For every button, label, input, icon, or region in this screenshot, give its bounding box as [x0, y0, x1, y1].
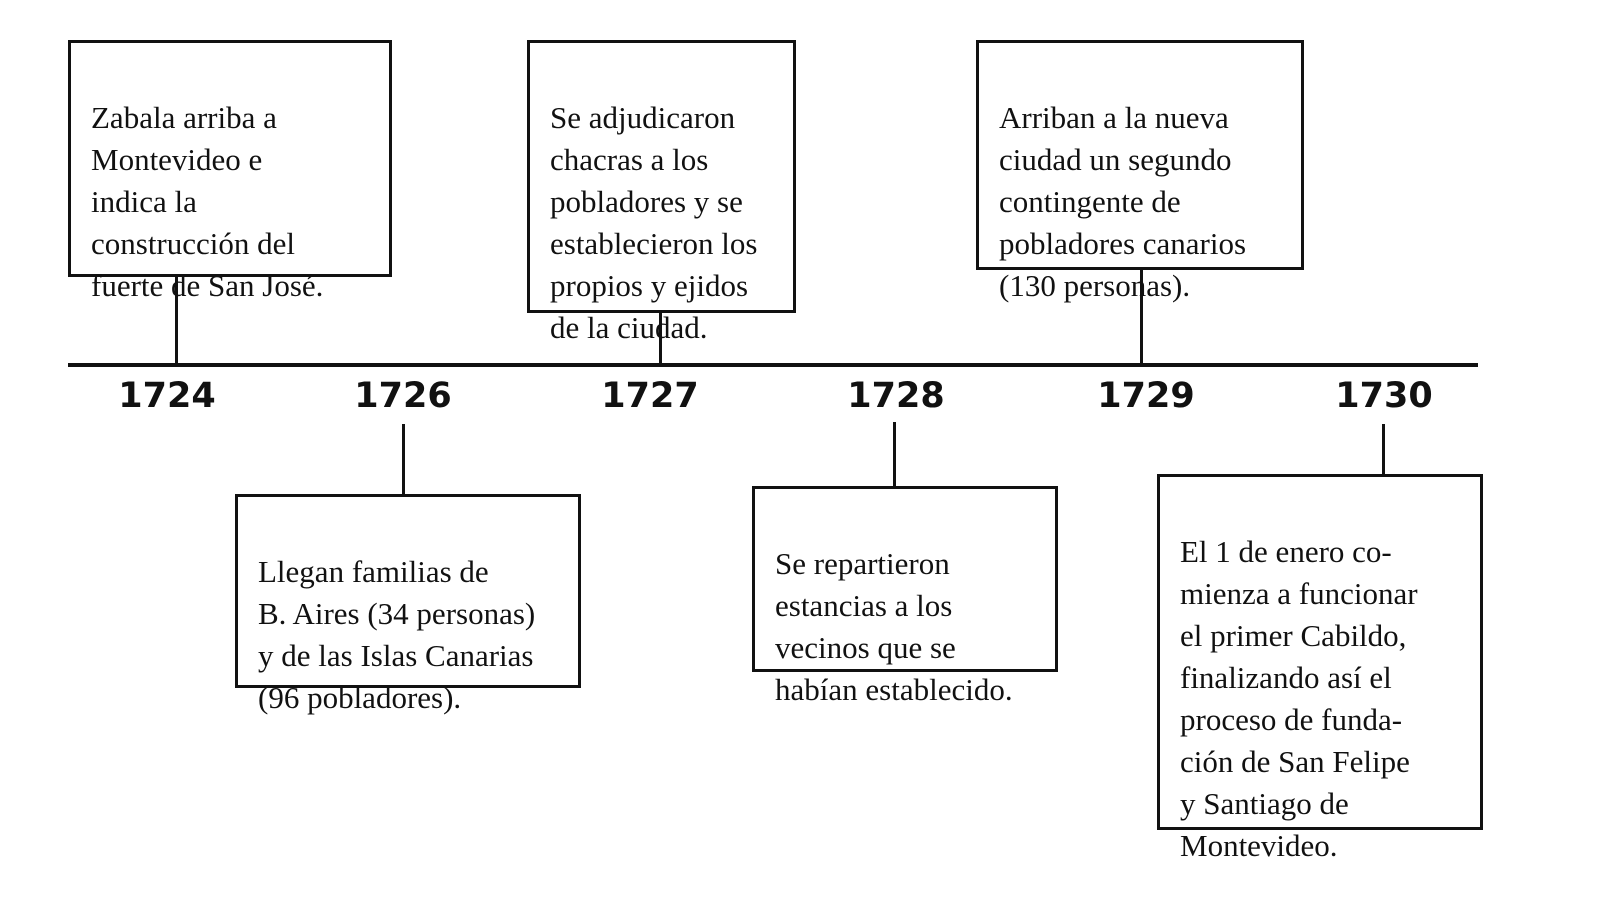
connector-1730 [1382, 424, 1385, 476]
event-text-1724: Zabala arriba a Montevideo e indica la construcción del fuerte de San José. [91, 100, 324, 303]
event-box-1726 [235, 494, 581, 715]
event-box-1730 [1157, 474, 1483, 863]
event-box-1728 [752, 486, 1058, 707]
event-text-1730: El 1 de enero co- mienza a funcionar el primer Cabildo, finalizando así el proceso de funda- ción de San Felipe y Santiago de Montevideo. [1180, 534, 1418, 863]
year-label-1724: 1724 [118, 376, 216, 416]
event-text-1729: Arriban a la nueva ciudad un segundo contingente de pobladores canarios (130 personas). [999, 100, 1247, 303]
year-label-1729: 1729 [1097, 376, 1195, 416]
event-box-1729 [976, 40, 1304, 303]
year-label-1730: 1730 [1335, 376, 1433, 416]
timeline-axis [68, 363, 1478, 367]
year-label-1726: 1726 [354, 376, 452, 416]
event-text-1728: Se repartieron estancias a los vecinos que se habían establecido. [775, 546, 1013, 707]
event-text-1726: Llegan familias de B. Aires (34 personas) y de las Islas Canarias (96 pobladores). [258, 554, 536, 715]
event-box-1724 [68, 40, 392, 303]
connector-1728 [893, 422, 896, 488]
year-label-1728: 1728 [847, 376, 945, 416]
year-label-1727: 1727 [601, 376, 699, 416]
event-text-1727: Se adjudicaron chacras a los pobladores y se establecieron los propios y ejidos de la ciudad. [550, 100, 758, 345]
event-box-1727 [527, 40, 796, 345]
connector-1726 [402, 424, 405, 496]
